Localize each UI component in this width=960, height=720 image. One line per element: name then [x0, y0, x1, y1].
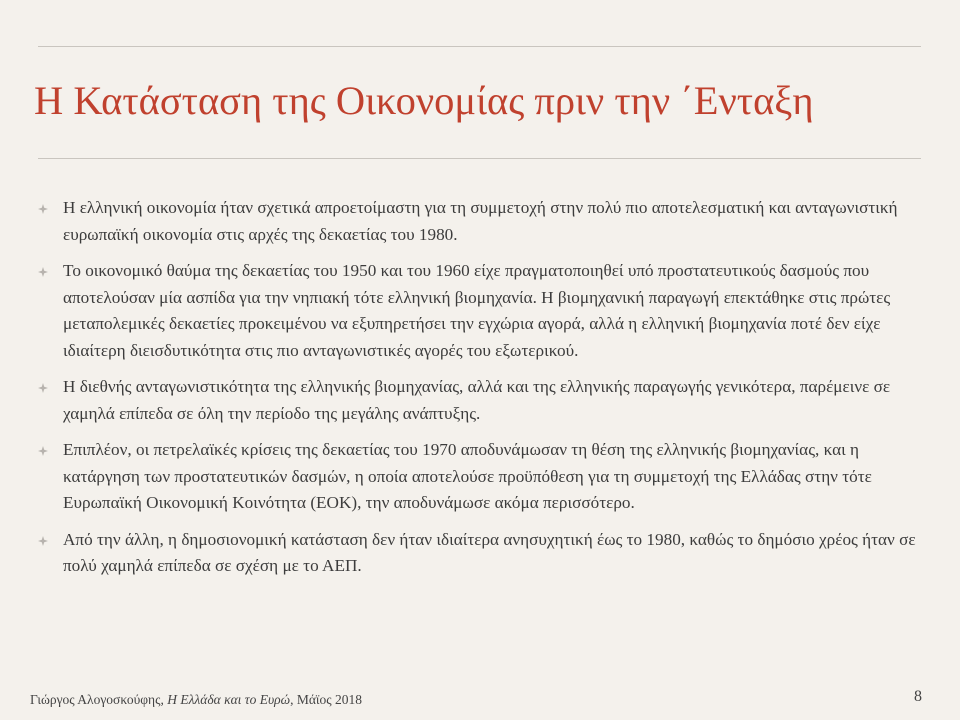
bullet-text: Από την άλλη, η δημοσιονομική κατάσταση δεν ήταν ιδιαίτερα ανησυχητική έως το 1980, καθώς το δημόσιο χρέος ήταν σε πολύ χαμηλά επίπεδα σε σχέση με το ΑΕΠ.: [63, 529, 916, 575]
diamond-bullet-icon: [38, 536, 48, 546]
top-divider: [38, 46, 921, 47]
bullet-text: Επιπλέον, οι πετρελαϊκές κρίσεις της δεκαετίας του 1970 αποδυνάμωσαν τη θέση της ελληνικής βιομηχανίας, και η κατάργηση των προστατευτικών δασμών, η οποία αποτελούσε προϋπόθεση για τη συμμετοχή της Ελλάδας στην τότε Ευρωπαϊκή Οικονομική Κοινότητα (ΕΟΚ), την αποδυνάμωσε ακόμα περισσότερο.: [63, 440, 872, 512]
bullet-item: [38, 195, 920, 248]
title-divider: [38, 158, 921, 159]
bullet-item: [38, 258, 920, 364]
bullet-item: [38, 527, 920, 580]
bullet-item: [38, 437, 920, 517]
diamond-bullet-icon: [38, 446, 48, 456]
footer-book-title: Η Ελλάδα και το Ευρώ: [167, 692, 291, 707]
page-number: 8: [914, 688, 922, 705]
footer-date: , Μάϊος 2018: [290, 692, 363, 707]
bullet-text: Η διεθνής ανταγωνιστικότητα της ελληνικής βιομηχανίας, αλλά και της ελληνικής παραγωγής γενικότερα, παρέμεινε σε χαμηλά επίπεδα σε όλη την περίοδο της μεγάλης ανάπτυξης.: [63, 377, 891, 423]
bullet-text: Η ελληνική οικονομία ήταν σχετικά απροετοίμαστη για τη συμμετοχή στην πολύ πιο αποτελεσματική και ανταγωνιστική ευρωπαϊκή οικονομία στις αρχές της δεκαετίας του 1980.: [63, 198, 898, 244]
bullet-item: [38, 374, 920, 427]
footer-author: Γιώργος Αλογοσκούφης,: [30, 692, 168, 707]
diamond-bullet-icon: [38, 383, 48, 393]
footer-citation: [30, 691, 362, 709]
slide-title: Η Κατάσταση της Οικονομίας πριν την ΄Ενταξη: [34, 78, 814, 123]
diamond-bullet-icon: [38, 267, 48, 277]
diamond-bullet-icon: [38, 204, 48, 214]
bullet-text: Το οικονομικό θαύμα της δεκαετίας του 1950 και του 1960 είχε πραγματοποιηθεί υπό προστατευτικούς δασμούς που αποτελούσαν μία ασπίδα για την νηπιακή τότε ελληνική βιομηχανία. Η βιομηχανική παραγωγή επεκτάθηκε στις πρώτες μεταπολεμικές δεκαετίες προκειμένου να εξυπηρετήσει την εγχώρια αγορά, αλλά η ελληνική βιομηχανία ποτέ δεν είχε ιδιαίτερη διεισδυτικότητα στις πιο ανταγωνιστικές αγορές του εξωτερικού.: [63, 261, 891, 360]
bullet-list: [38, 195, 920, 590]
